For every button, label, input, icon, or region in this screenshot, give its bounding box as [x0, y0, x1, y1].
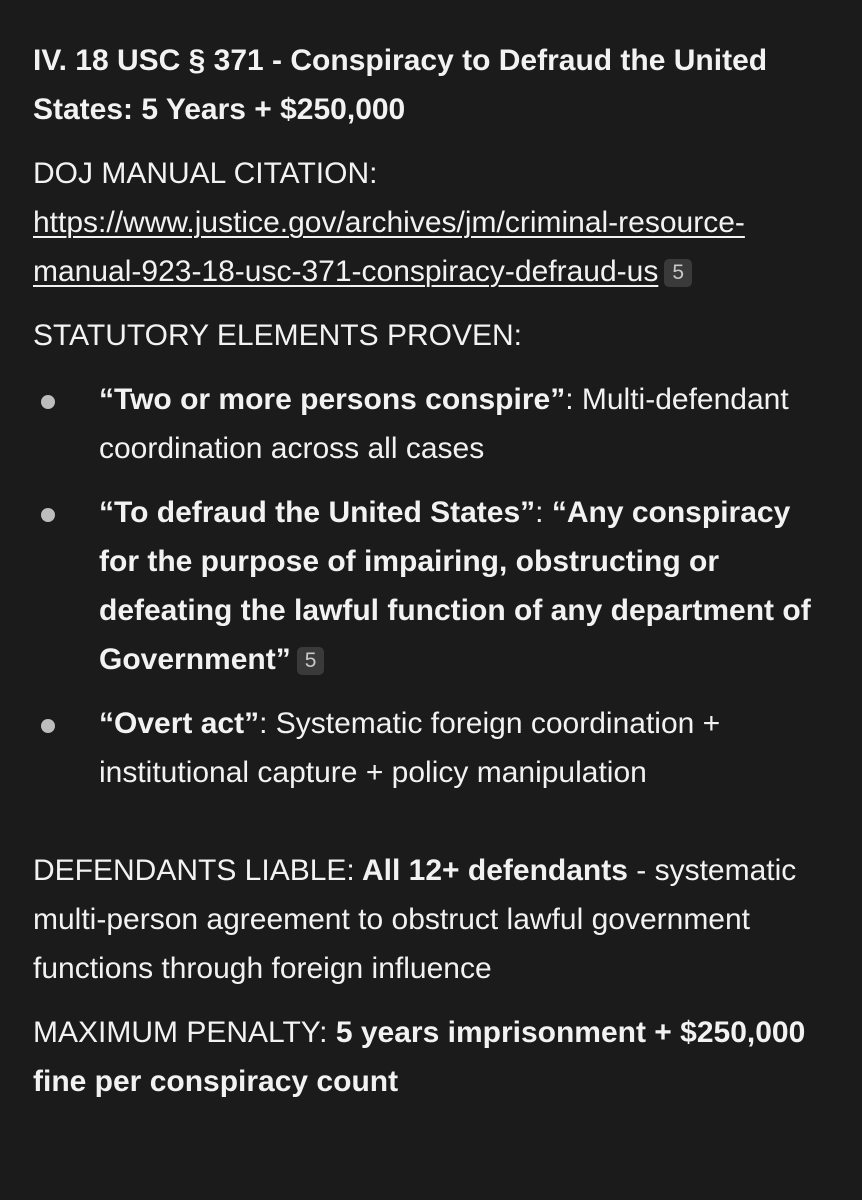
elements-heading: STATUTORY ELEMENTS PROVEN:: [33, 319, 522, 352]
element-text: Multi-defendant coordination across all cases: [99, 383, 789, 465]
list-item: [33, 375, 826, 473]
defendants-bold: All 12+ defendants: [354, 854, 628, 887]
citation-label: DOJ MANUAL CITATION:: [33, 157, 378, 190]
element-text: Systematic foreign coordination + institutional capture + policy manipulation: [99, 707, 721, 789]
citation-link[interactable]: https://www.justice.gov/archives/jm/criminal-resource-manual-923-18-usc-371-conspiracy-defraud-us: [33, 206, 745, 288]
defendants-label: DEFENDANTS LIABLE: [33, 854, 347, 887]
defendants-text: - systematic multi-person agreement to obstruct lawful government functions through foreign influence: [33, 854, 797, 985]
citation-paragraph: [33, 149, 826, 296]
defendants-paragraph: [33, 846, 826, 993]
penalty-bold: 5 years imprisonment + $250,000 fine per conspiracy count: [33, 1016, 806, 1098]
bullet-icon: [41, 719, 55, 733]
element-separator: :: [259, 707, 268, 740]
section-heading: IV. 18 USC § 371 - Conspiracy to Defraud the United States: 5 Years + $250,000: [33, 44, 768, 126]
penalty-paragraph: [33, 1008, 826, 1106]
element-term: “To defraud the United States”: [99, 496, 536, 529]
list-item: [33, 488, 826, 684]
penalty-label: MAXIMUM PENALTY: [33, 1016, 320, 1049]
element-separator: :: [535, 496, 544, 529]
element-text: “Any conspiracy for the purpose of impairing, obstructing or defeating the lawful function of any department of Government”: [99, 496, 811, 676]
citation-badge[interactable]: 5: [297, 647, 325, 675]
elements-list: [33, 375, 826, 797]
bullet-icon: [41, 395, 55, 409]
bullet-icon: [41, 508, 55, 522]
element-term: “Overt act”: [99, 707, 260, 740]
defendants-separator: :: [346, 854, 355, 887]
list-item: [33, 699, 826, 797]
penalty-separator: :: [319, 1016, 328, 1049]
element-term: “Two or more persons conspire”: [99, 383, 566, 416]
citation-badge[interactable]: 5: [664, 259, 692, 287]
element-separator: :: [565, 383, 574, 416]
